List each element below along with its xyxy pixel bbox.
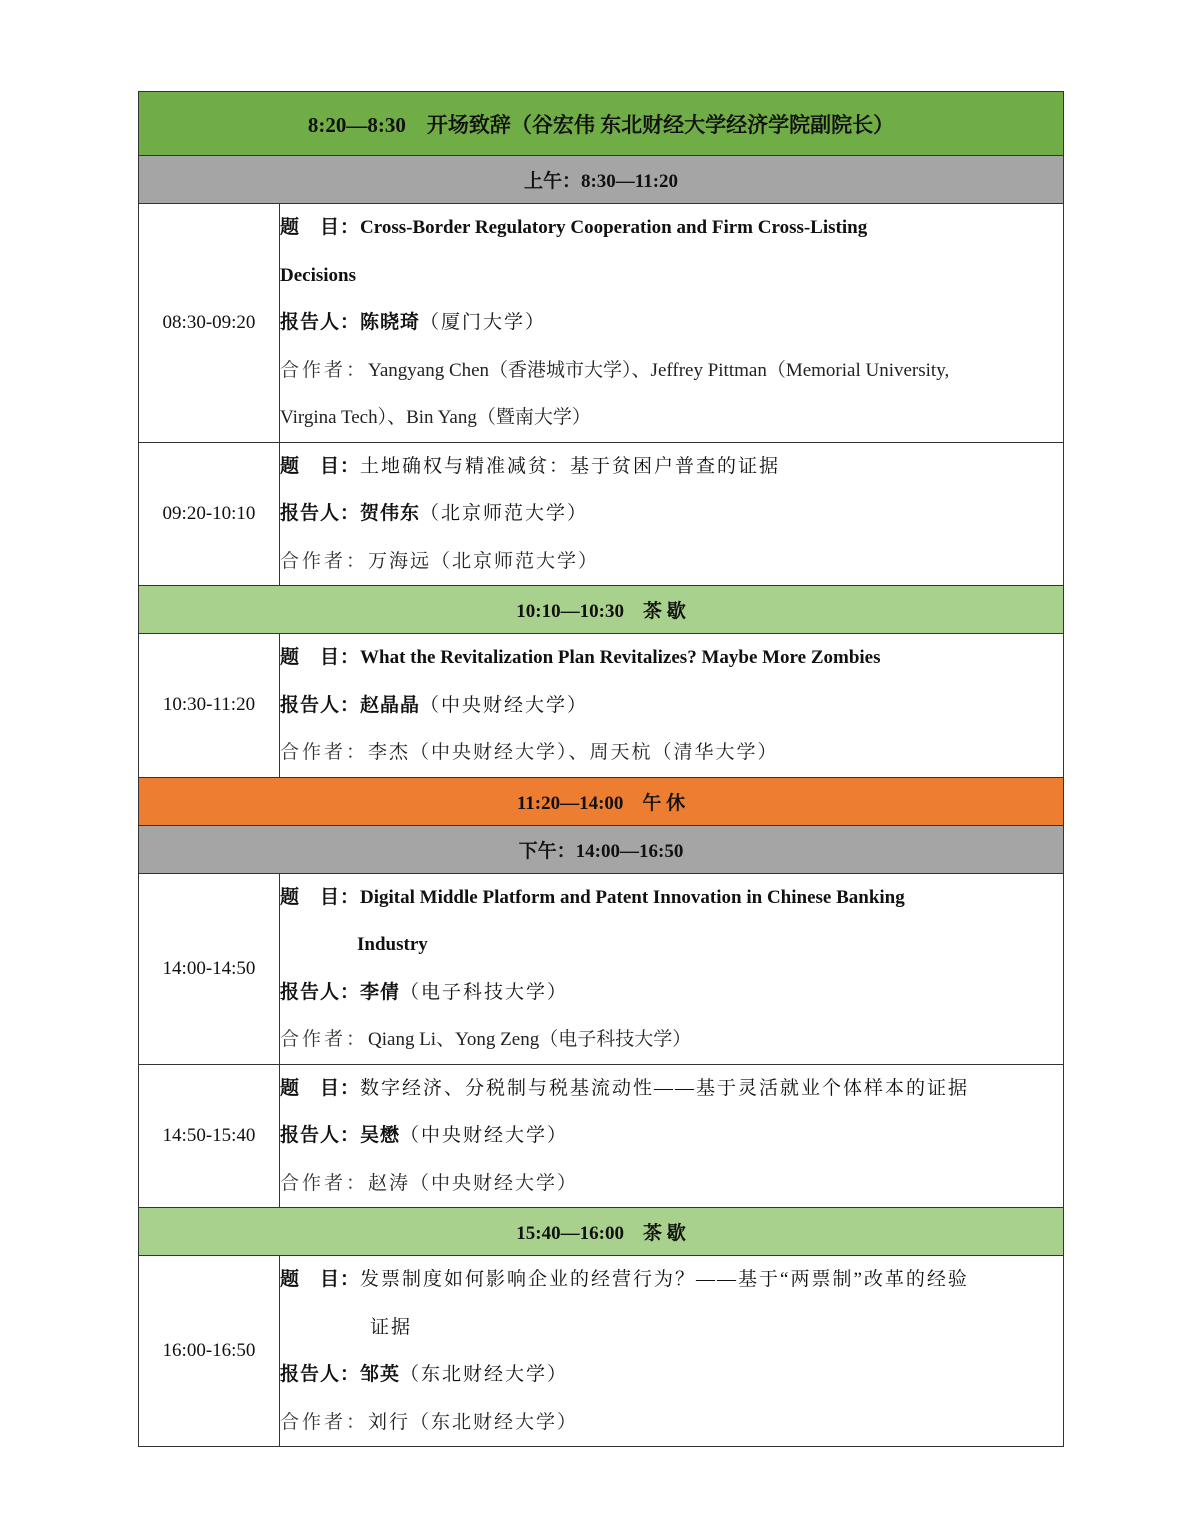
session-row [139,204,1064,443]
opening-remarks: 8:20—8:30 开场致辞（谷宏伟 东北财经大学经济学院副院长） [139,92,1064,156]
speaker-name: 陈晓琦 [360,312,421,333]
session-title-cont: Industry [357,934,428,955]
lunch-break: 11:20—14:00 午 休 [139,777,1064,825]
speaker-label: 报告人： [280,503,361,524]
session-detail [280,1256,1064,1447]
morning-header: 上午：8:30—11:20 [139,156,1064,204]
coauthor-label: 合作者： [280,1029,369,1050]
lunch-break-row [139,777,1064,825]
coauthors: 万海远（北京师范大学） [368,550,600,572]
coauthors: 赵涛（中央财经大学） [368,1172,579,1194]
session-time: 16:00-16:50 [139,1256,280,1447]
session-detail [280,442,1064,586]
speaker-label: 报告人： [280,1364,361,1385]
afternoon-header: 下午：14:00—16:50 [139,825,1064,873]
speaker-label: 报告人： [280,1125,361,1146]
coauthor-label: 合作者： [280,1411,369,1433]
speaker-name: 李倩 [360,981,401,1003]
speaker-affiliation: （中央财经大学） [400,1125,569,1146]
session-title: 发票制度如何影响企业的经营行为？——基于“两票制”改革的经验 [360,1269,969,1290]
tea-break-row [139,586,1064,634]
session-time: 14:00-14:50 [139,873,280,1064]
speaker-label: 报告人： [280,694,361,716]
title-label: 题 目： [280,455,361,477]
coauthor-label: 合作者： [280,742,369,763]
session-row [139,442,1064,586]
speaker-name: 邹英 [360,1364,401,1385]
session-time: 10:30-11:20 [139,634,280,778]
session-title: What the Revitalization Plan Revitalizes? Maybe More Zombies [360,647,881,668]
session-row [139,873,1064,1064]
tea-break: 10:10—10:30 茶 歇 [139,586,1064,634]
session-title-cont: 证据 [370,1316,413,1338]
opening-row [139,92,1064,156]
speaker-affiliation: （电子科技大学） [400,981,569,1003]
schedule-table [138,91,1064,1447]
session-time: 09:20-10:10 [139,442,280,586]
coauthor-label: 合作者： [280,1172,369,1194]
title-label: 题 目： [280,647,361,668]
session-row [139,1256,1064,1447]
title-label: 题 目： [280,1269,361,1290]
coauthors-cont: Virgina Tech）、Bin Yang（暨南大学） [280,407,591,428]
session-title: Digital Middle Platform and Patent Innovation in Chinese Banking [360,886,905,908]
session-detail [280,204,1064,443]
tea-break-row [139,1208,1064,1256]
afternoon-header-row [139,825,1064,873]
coauthor-label: 合作者： [280,359,369,381]
speaker-name: 贺伟东 [360,503,421,524]
speaker-affiliation: （厦门大学） [420,312,547,333]
coauthors: Qiang Li、Yong Zeng（电子科技大学） [368,1029,692,1050]
session-row [139,634,1064,778]
coauthor-label: 合作者： [280,550,369,572]
title-label: 题 目： [280,1077,361,1099]
speaker-name: 吴懋 [360,1125,401,1146]
speaker-affiliation: （北京师范大学） [420,503,589,524]
session-detail [280,1064,1064,1208]
title-label: 题 目： [280,886,361,908]
tea-break: 15:40—16:00 茶 歇 [139,1208,1064,1256]
speaker-affiliation: （东北财经大学） [400,1364,569,1385]
session-detail [280,873,1064,1064]
session-title: 土地确权与精准减贫：基于贫困户普查的证据 [360,455,781,477]
speaker-label: 报告人： [280,981,361,1003]
coauthors: Yangyang Chen（香港城市大学）、Jeffrey Pittman（Memorial University, [368,359,950,381]
speaker-label: 报告人： [280,312,361,333]
morning-header-row [139,156,1064,204]
session-time: 08:30-09:20 [139,204,280,443]
session-title: 数字经济、分税制与税基流动性——基于灵活就业个体样本的证据 [360,1077,970,1099]
speaker-affiliation: （中央财经大学） [420,694,589,716]
session-title-cont: Decisions [280,264,356,286]
coauthors: 刘行（东北财经大学） [368,1411,579,1433]
title-label: 题 目： [280,217,361,238]
session-row [139,1064,1064,1208]
coauthors: 李杰（中央财经大学）、周天杭（清华大学） [368,742,779,763]
speaker-name: 赵晶晶 [360,694,421,716]
session-title: Cross-Border Regulatory Cooperation and Firm Cross-Listing [360,217,868,238]
session-time: 14:50-15:40 [139,1064,280,1208]
session-detail [280,634,1064,778]
